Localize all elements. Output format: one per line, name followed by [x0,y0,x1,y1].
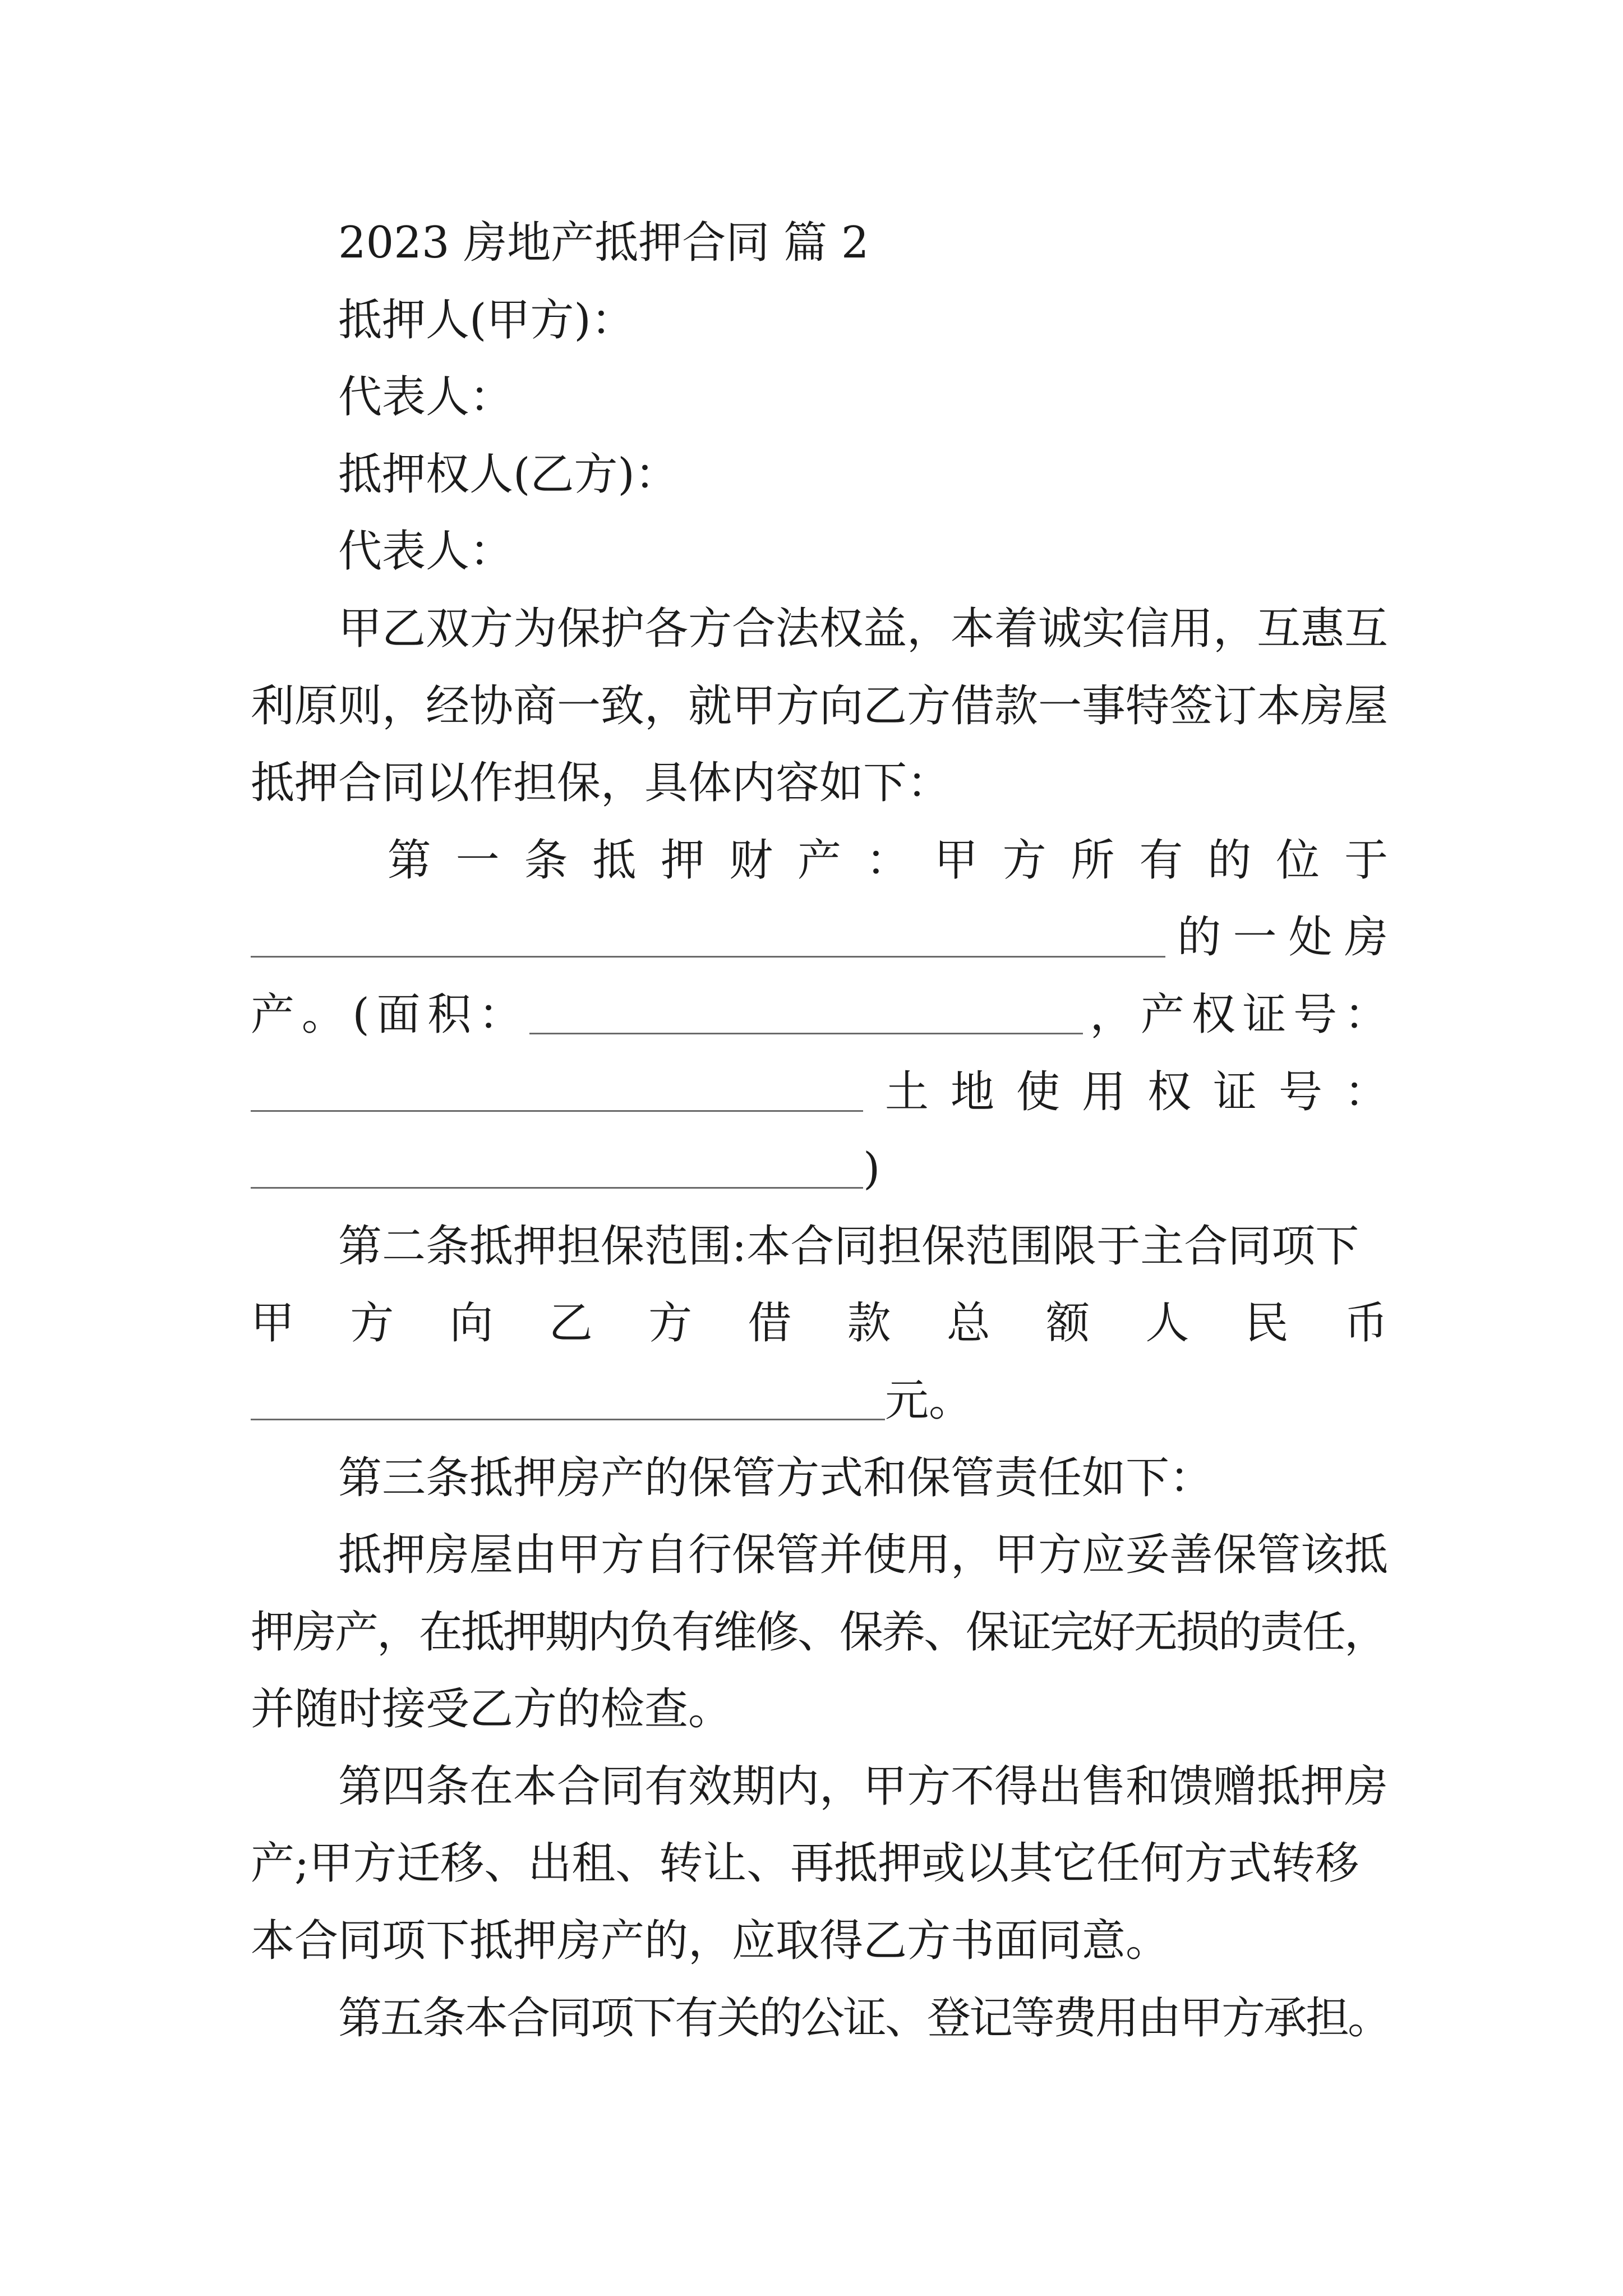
glyph: 位 [1276,835,1320,886]
glyph: 证 [1242,989,1287,1040]
article1-heading-line [251,822,1388,900]
glyph: 。 [929,1375,973,1426]
article1-land-cert-line [251,1054,1388,1131]
glyph: 乙 [548,1298,593,1349]
glyph: 于 [1344,835,1388,886]
mortgagor-label: 抵押人(甲方)： [338,295,635,346]
land-cert-blank-line [251,1150,863,1189]
glyph: 的 [1177,912,1221,963]
glyph: 押 [661,835,705,886]
glyph: 甲 [251,1298,295,1349]
article3-heading: 第三条抵押房产的保管方式和保管责任如下： [338,1452,1214,1503]
glyph: 地 [950,1066,994,1117]
glyph: 产 [251,989,295,1040]
glyph: ： [865,835,910,886]
glyph: 面 [376,989,421,1040]
glyph: 额 [1046,1298,1090,1349]
glyph: ： [478,989,522,1040]
glyph: 积 [427,989,472,1040]
glyph: 产 [1141,989,1185,1040]
article3-body-line: 并随时接受乙方的检查。 [251,1684,732,1735]
article3-body-line: 抵押房屋由甲方自行保管并使用，甲方应妥善保管该抵 [338,1530,1389,1581]
location-blank-line [251,919,1165,958]
glyph: 款 [847,1298,891,1349]
glyph: 元 [885,1375,929,1426]
article1-area-line [251,977,1388,1054]
glyph: 权 [1147,1066,1191,1117]
intro-line: 甲乙双方为保护各方合法权益，本着诚实信用，互惠互 [338,603,1389,654]
glyph: 抵 [592,835,637,886]
glyph: 民 [1244,1298,1289,1349]
glyph: ( [352,989,370,1040]
glyph: ： [1344,989,1388,1040]
glyph: 一 [1233,912,1277,963]
article5-line: 第五条本合同项下有关的公证、登记等费用由甲方承担。 [338,1993,1390,2044]
glyph: 用 [1081,1066,1126,1117]
glyph: 借 [748,1298,792,1349]
intro-line: 利原则，经协商一致，就甲方向乙方借款一事特签订本房屋 [251,680,1389,731]
mortgagee-label: 抵押权人(乙方)： [338,449,679,500]
article1-location-line [251,899,1388,977]
area-blank-line [529,996,1083,1034]
article4-line: 第四条在本合同有效期内，甲方不得出售和馈赠抵押房 [338,1761,1389,1812]
amount-blank-line [251,1382,885,1420]
article1-close-line [251,1131,1388,1208]
document-page [251,205,1388,2057]
glyph: 。 [301,989,345,1040]
glyph: 第 [387,835,431,886]
glyph: 证 [1212,1066,1257,1117]
article2-unit-line [251,1363,1388,1440]
glyph: 的 [1207,835,1252,886]
intro-line: 抵押合同以作担保，具体内容如下： [251,758,951,809]
glyph: 总 [946,1298,990,1349]
glyph: 方 [350,1298,394,1349]
glyph: 方 [1002,835,1046,886]
glyph: 房 [1344,912,1388,963]
glyph: 土 [884,1066,929,1117]
glyph: 有 [1139,835,1183,886]
glyph: 条 [524,835,568,886]
mortgagor-representative-label: 代表人： [338,372,514,423]
article2-amount-line [251,1285,1388,1363]
glyph: 使 [1016,1066,1060,1117]
glyph: 产 [797,835,841,886]
glyph: 处 [1288,912,1332,963]
property-cert-blank-line [251,1073,863,1112]
glyph: ： [1344,1066,1388,1117]
article3-body-line: 押房产，在抵押期内负有维修、保养、保证完好无损的责任， [251,1607,1387,1658]
glyph: 所 [1071,835,1115,886]
glyph: 人 [1145,1298,1189,1349]
glyph: 币 [1344,1298,1388,1349]
glyph: 一 [455,835,500,886]
indent-space [319,858,363,864]
mortgagee-representative-label: 代表人： [338,526,514,577]
glyph: 权 [1191,989,1235,1040]
glyph: 财 [729,835,773,886]
glyph: ， [1090,989,1134,1040]
glyph: 号 [1293,989,1338,1040]
document-title: 2023 房地产抵押合同 篇 2 [338,218,869,268]
glyph: 方 [648,1298,693,1349]
article2-line: 第二条抵押担保范围:本合同担保范围限于主合同项下 [338,1221,1359,1272]
article4-line: 本合同项下抵押房产的，应取得乙方书面同意。 [251,1916,1170,1967]
glyph: 号 [1278,1066,1322,1117]
glyph: 向 [449,1298,494,1349]
indent-space [251,858,294,864]
glyph: ) [863,1144,880,1195]
glyph: 甲 [934,835,978,886]
article4-line: 产;甲方迁移、出租、转让、再抵押或以其它任何方式转移 [251,1838,1359,1889]
